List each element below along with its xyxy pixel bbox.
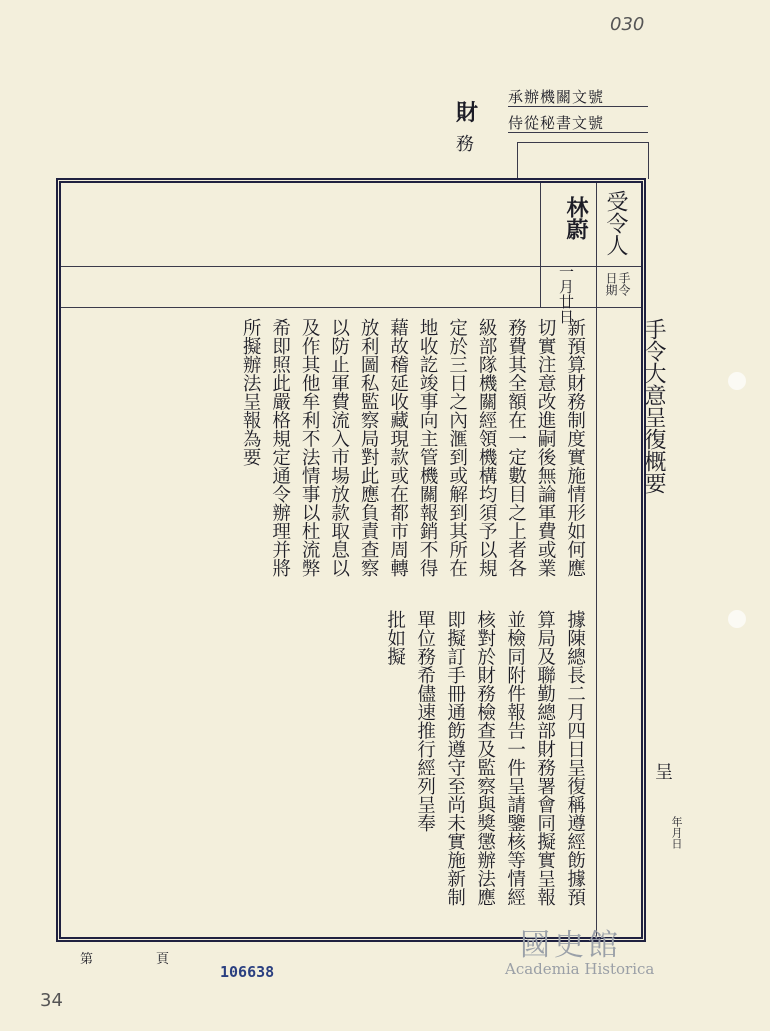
column-rule-name <box>540 183 541 307</box>
watermark-chinese: 國史館 <box>520 928 622 963</box>
reply-column: 單位務希儘速推行經列呈奉 <box>414 610 436 832</box>
date-label <box>604 272 630 308</box>
reply-column: 批如擬 <box>384 610 406 666</box>
instruction-column: 及作其他牟利不法情事以杜流弊 <box>299 318 321 577</box>
instruction-column: 級部隊機關經領機構均須予以規 <box>476 318 498 577</box>
heading-char: 令 <box>641 340 666 362</box>
date-label-part: 手令 <box>617 272 631 296</box>
section-heading <box>607 318 700 494</box>
heading-char: 意 <box>641 384 666 406</box>
handwritten-note: 34 <box>40 990 63 1011</box>
reference-rule-2 <box>508 132 648 133</box>
recipient-label: 受令人 <box>603 190 628 256</box>
heading-char: 概 <box>641 450 666 472</box>
recipient-name: 林蔚 <box>563 196 589 240</box>
reference-rule-1 <box>508 106 648 107</box>
instruction-column: 地收訖竣事向主管機關報銷不得 <box>417 318 439 577</box>
reply-column: 核對於財務檢查及監察與獎懲辦法應 <box>474 610 496 906</box>
row-rule-date <box>61 307 641 308</box>
punch-hole <box>728 372 746 390</box>
date-value: 一月廿日 <box>557 264 575 324</box>
instruction-column: 以防止軍費流入市場放款取息以 <box>328 318 350 577</box>
department-char-1: 財 <box>456 100 479 126</box>
punch-hole <box>728 610 746 628</box>
reply-column: 即擬訂手冊通飭遵守至尚未實施新制 <box>444 610 466 906</box>
row-rule-recipient <box>61 266 641 267</box>
heading-char: 要 <box>641 472 666 494</box>
reply-column: 並檢同附件報告一件呈請鑒核等情經 <box>504 610 526 906</box>
instruction-column: 定於三日之內滙到或解到其所在 <box>446 318 468 577</box>
date-label-part: 日期 <box>604 272 618 296</box>
submission-label: 呈 <box>652 762 673 780</box>
reference-box <box>517 142 649 179</box>
reply-column: 據陳總長二月四日呈復稱遵經飭據預 <box>564 610 586 906</box>
heading-char: 大 <box>641 362 666 384</box>
submission-date-fields <box>656 816 696 849</box>
reference-label-secretary: 侍從秘書文號 <box>508 114 605 132</box>
instruction-column: 務費其全額在一定數目之上者各 <box>505 318 527 577</box>
archive-number: 030 <box>610 14 645 35</box>
submission-date-field: 日 <box>670 838 683 849</box>
instruction-column: 新預算財務制度實施情形如何應 <box>564 318 586 577</box>
instruction-column: 所擬辦法呈報為要 <box>240 318 262 466</box>
instruction-column: 放利圖私監察局對此應負責查察 <box>358 318 380 577</box>
column-rule-heading <box>596 183 597 937</box>
page-label: 第 <box>80 952 94 967</box>
department-char-2: 務 <box>456 134 474 155</box>
heading-char: 復 <box>641 428 666 450</box>
submission-date-field: 月 <box>670 827 683 838</box>
serial-number: 106638 <box>220 963 275 981</box>
heading-char: 手 <box>641 318 666 340</box>
instruction-column: 切實注意改進嗣後無論軍費或業 <box>535 318 557 577</box>
page-suffix: 頁 <box>156 952 170 967</box>
reply-column: 算局及聯勤總部財務署會同擬實呈報 <box>534 610 556 906</box>
reference-label-office: 承辦機關文號 <box>508 88 605 106</box>
instruction-column: 希即照此嚴格規定通令辦理并將 <box>269 318 291 577</box>
instruction-column: 藉故稽延收藏現款或在都市周轉 <box>387 318 409 577</box>
submission-date-field: 年 <box>670 816 683 827</box>
heading-char: 呈 <box>641 406 666 428</box>
watermark-text: Academia Historica <box>505 960 655 978</box>
